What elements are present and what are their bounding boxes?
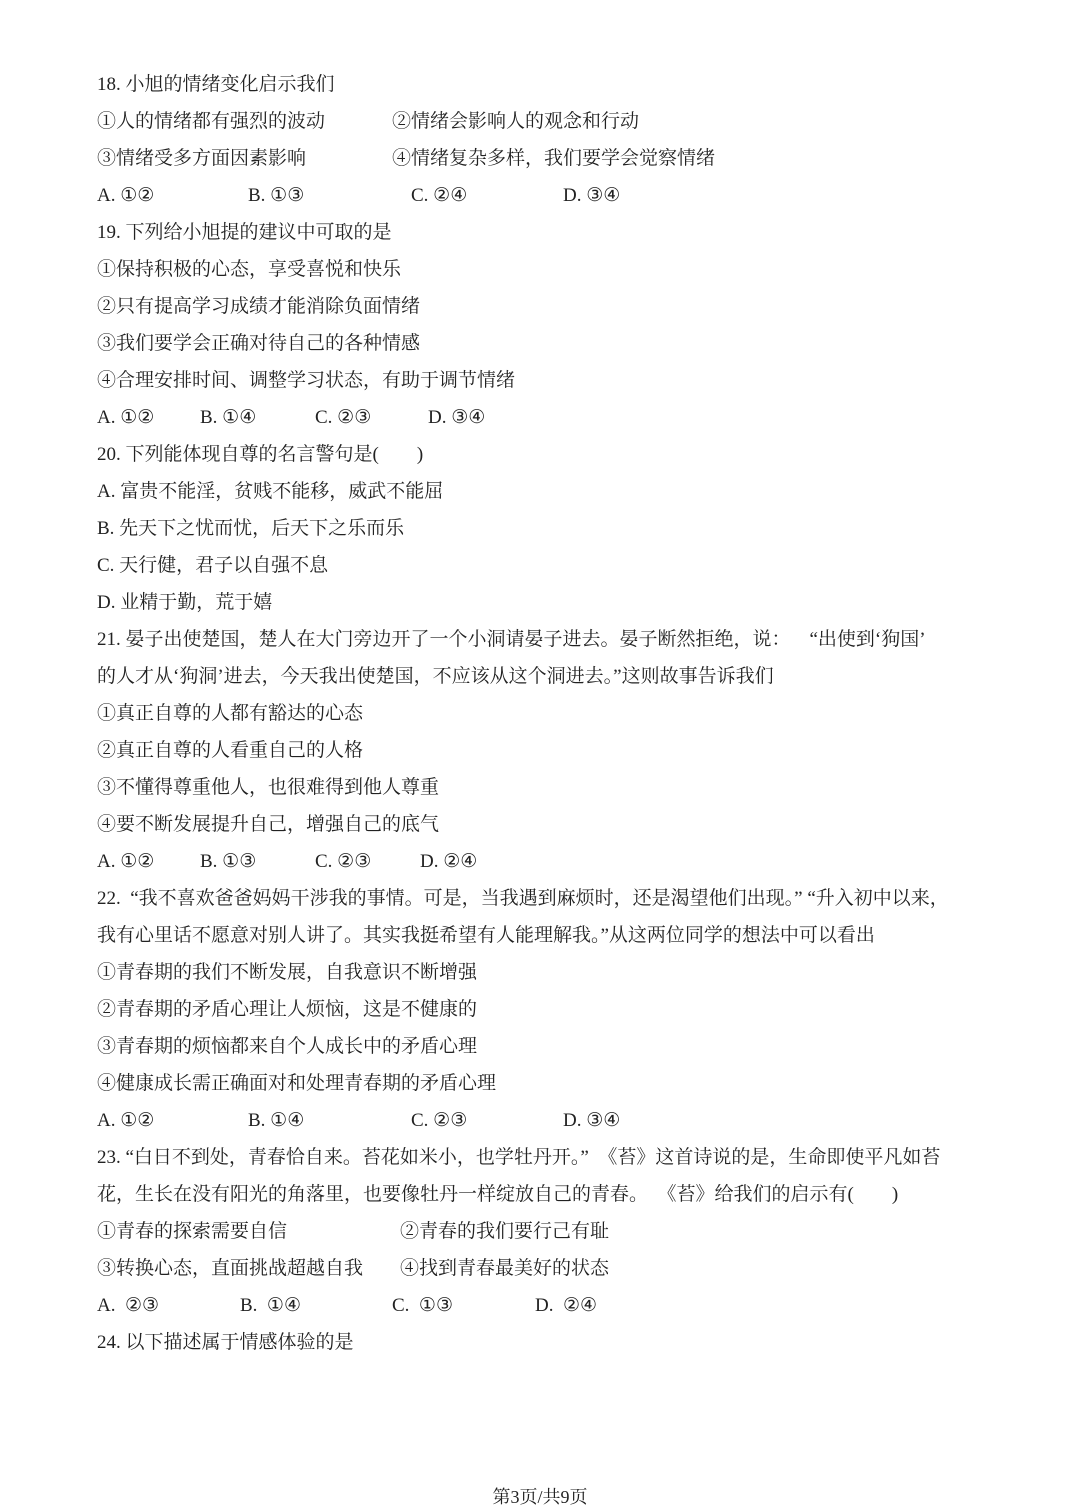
option-d: D. 业精于勤，荒于嬉 bbox=[97, 592, 273, 613]
question-21-options bbox=[97, 843, 1027, 880]
statement-1: ①青春的探索需要自信 bbox=[97, 1221, 288, 1242]
option-a: A. ①② bbox=[97, 851, 155, 872]
option-c: C. ②③ bbox=[315, 851, 372, 872]
option-b: B. ①④ bbox=[248, 1110, 305, 1131]
question-24-stem: 24. 以下描述属于情感体验的是 bbox=[97, 1332, 354, 1353]
statement-2: ②青春的我们要行己有耻 bbox=[400, 1221, 610, 1242]
option-c: C. 天行健，君子以自强不息 bbox=[97, 555, 329, 576]
option-a: A. ①② bbox=[97, 1110, 155, 1131]
option-a: A. ②③ bbox=[97, 1295, 160, 1316]
question-19-options bbox=[97, 399, 1027, 436]
statement-2: ②情绪会影响人的观念和行动 bbox=[392, 111, 640, 132]
statement-4: ④要不断发展提升自己，增强自己的底气 bbox=[97, 814, 440, 835]
option-d: D. ③④ bbox=[563, 185, 621, 206]
option-c: C. ①③ bbox=[392, 1295, 453, 1316]
statement-1: ①真正自尊的人都有豁达的心态 bbox=[97, 703, 364, 724]
statement-4: ④合理安排时间、调整学习状态，有助于调节情绪 bbox=[97, 370, 516, 391]
option-b: B. 先天下之忧而忧，后天下之乐而乐 bbox=[97, 518, 405, 539]
statement-3: ③不懂得尊重他人，也很难得到他人尊重 bbox=[97, 777, 440, 798]
statement-4: ④找到青春最美好的状态 bbox=[400, 1258, 610, 1279]
question-21-stem-line-2: 的人才从‘狗洞’进去，今天我出使楚国，不应该从这个洞进去。”这则故事告诉我们 bbox=[97, 666, 774, 687]
question-21-stem-line-1: 21. 晏子出使楚国，楚人在大门旁边开了一个小洞请晏子进去。晏子断然拒绝，说： “出使到‘狗国’ bbox=[97, 629, 926, 650]
option-c: C. ②④ bbox=[411, 185, 468, 206]
option-a: A. ①② bbox=[97, 407, 155, 428]
option-a: A. 富贵不能淫，贫贱不能移，威武不能屈 bbox=[97, 481, 444, 502]
question-list bbox=[97, 66, 1027, 1361]
option-d: D. ②④ bbox=[535, 1295, 598, 1316]
question-19-stem: 19. 下列给小旭提的建议中可取的是 bbox=[97, 222, 392, 243]
question-22-options bbox=[97, 1102, 1027, 1139]
option-b: B. ①③ bbox=[248, 185, 305, 206]
statement-3: ③转换心态，直面挑战超越自我 bbox=[97, 1258, 364, 1279]
page-number: 第3页/共9页 bbox=[492, 1487, 588, 1507]
statement-3: ③我们要学会正确对待自己的各种情感 bbox=[97, 333, 421, 354]
question-18-statement-row-1 bbox=[97, 103, 1027, 140]
statement-1: ①人的情绪都有强烈的波动 bbox=[97, 111, 326, 132]
question-23-stem-line-1: 23. “白日不到处，青春恰自来。苔花如米小，也学牡丹开。” 《苔》这首诗说的是，生命即使平凡如苔 bbox=[97, 1147, 941, 1168]
option-b: B. ①④ bbox=[240, 1295, 301, 1316]
option-d: D. ②④ bbox=[420, 851, 478, 872]
statement-2: ②只有提高学习成绩才能消除负面情绪 bbox=[97, 296, 421, 317]
option-a: A. ①② bbox=[97, 185, 155, 206]
statement-3: ③情绪受多方面因素影响 bbox=[97, 148, 307, 169]
question-23-options bbox=[97, 1287, 1027, 1324]
question-18-statement-row-2 bbox=[97, 140, 1027, 177]
question-23-stem-line-2: 花，生长在没有阳光的角落里，也要像牡丹一样绽放自己的青春。 《苔》给我们的启示有( ) bbox=[97, 1184, 899, 1205]
option-b: B. ①③ bbox=[200, 851, 257, 872]
question-23-statement-row-2 bbox=[97, 1250, 1027, 1287]
statement-3: ③青春期的烦恼都来自个人成长中的矛盾心理 bbox=[97, 1036, 478, 1057]
statement-4: ④健康成长需正确面对和处理青春期的矛盾心理 bbox=[97, 1073, 497, 1094]
question-20-stem: 20. 下列能体现自尊的名言警句是( ) bbox=[97, 444, 424, 465]
option-c: C. ②③ bbox=[411, 1110, 468, 1131]
question-18-stem: 18. 小旭的情绪变化启示我们 bbox=[97, 74, 335, 95]
option-d: D. ③④ bbox=[563, 1110, 621, 1131]
statement-2: ②青春期的矛盾心理让人烦恼，这是不健康的 bbox=[97, 999, 478, 1020]
option-d: D. ③④ bbox=[428, 407, 486, 428]
question-18-options bbox=[97, 177, 1027, 214]
statement-2: ②真正自尊的人看重自己的人格 bbox=[97, 740, 364, 761]
option-c: C. ②③ bbox=[315, 407, 372, 428]
question-22-stem-line-2: 我有心里话不愿意对别人讲了。其实我挺希望有人能理解我。”从这两位同学的想法中可以看出 bbox=[97, 925, 875, 946]
question-22-stem-line-1: 22. “我不喜欢爸爸妈妈干涉我的事情。可是，当我遇到麻烦时，还是渴望他们出现。” “升入初中以来， bbox=[97, 888, 949, 909]
question-23-statement-row-1 bbox=[97, 1213, 1027, 1250]
statement-4: ④情绪复杂多样，我们要学会觉察情绪 bbox=[392, 148, 716, 169]
statement-1: ①保持积极的心态，享受喜悦和快乐 bbox=[97, 259, 402, 280]
statement-1: ①青春期的我们不断发展，自我意识不断增强 bbox=[97, 962, 478, 983]
option-b: B. ①④ bbox=[200, 407, 257, 428]
